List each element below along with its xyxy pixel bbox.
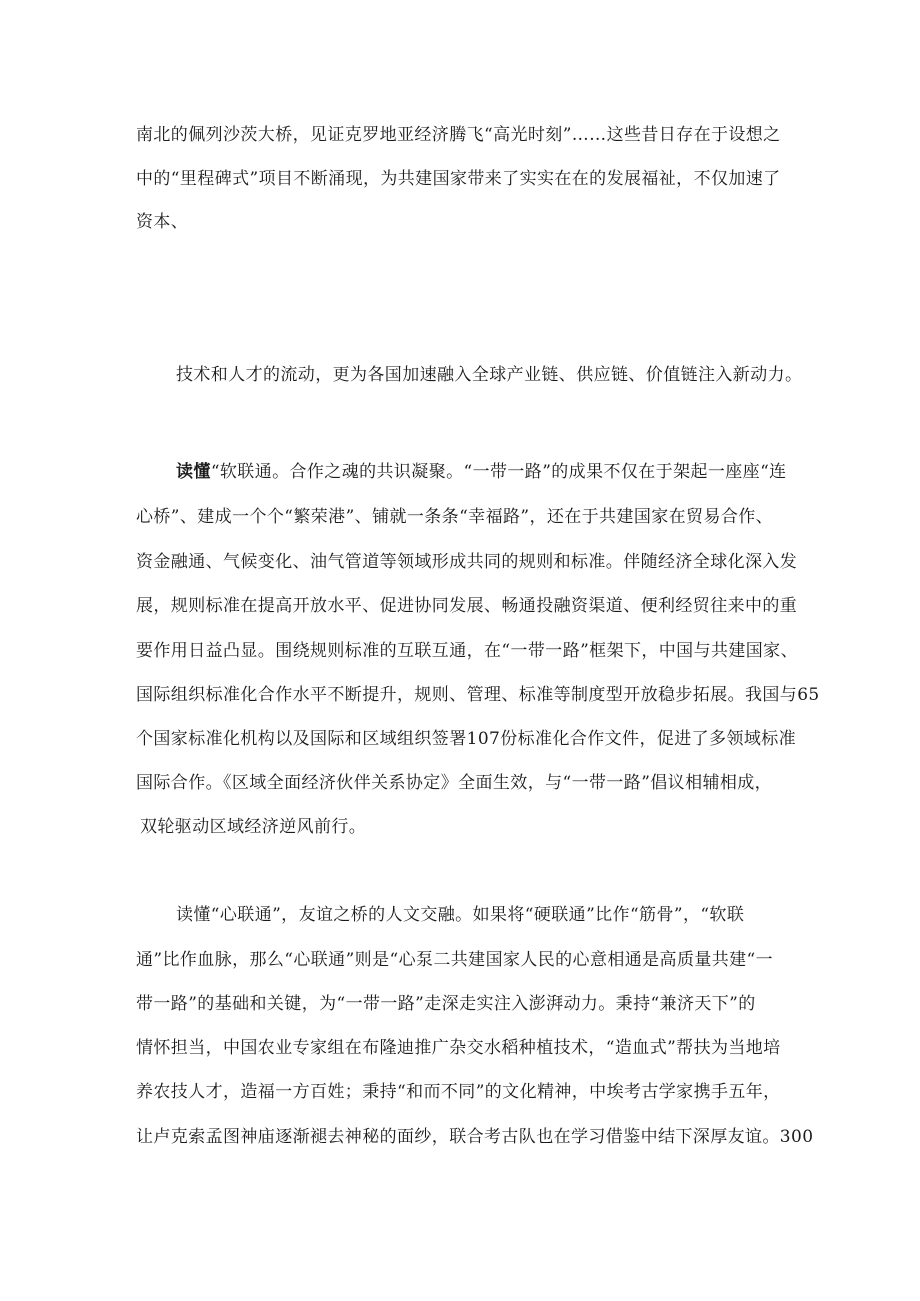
text-line: 要作用日益凸显。围绕规则标准的互联互通，在“一带一路”框架下，中国与共建国家、 [136,641,798,661]
text-line: 展，规则标准在提高开放水平、促进协同发展、畅通投融资渠道、便利经贸往来中的重 [136,596,798,616]
text-line: 资金融通、气候变化、油气管道等领域形成共同的规则和标准。伴随经济全球化深入发 [136,552,798,572]
text-line: 资本、 [136,212,189,232]
paragraph-first-line [176,461,787,483]
text-line: 带一路”的基础和关键，为“一带一路”走深走实注入澎湃动力。秉持“兼济天下”的 [136,994,756,1014]
bold-lead: 读懂 [176,462,211,482]
text-line: 读懂“心联通”，友谊之桥的人文交融。如果将“硬联通”比作“筋骨”，“软联 [176,905,745,925]
text-line: 南北的佩列沙茨大桥，见证克罗地亚经济腾飞“高光时刻”……这些昔日存在于设想之 [136,125,781,145]
text-line: 中的“里程碑式”项目不断涌现，为共建国家带来了实实在在的发展福祉，不仅加速了 [136,169,781,189]
text-line: 情怀担当，中国农业专家组在布隆迪推广杂交水稻种植技术，“造血式”帮扶为当地培 [136,1038,781,1058]
text-line: 个国家标准化机构以及国际和区域组织签署107份标准化合作文件，促进了多领域标准 [136,729,797,749]
text-line: “软联通。合作之魂的共识凝聚。“一带一路”的成果不仅在于架起一座座“连 [210,462,787,482]
text-line: 通”比作血脉，那么“心联通”则是“心泵二共建国家人民的心意相通是高质量共建“一 [136,950,774,970]
text-line: 国际组织标准化合作水平不断提升，规则、管理、标准等制度型开放稳步拓展。我国与65 [136,685,820,705]
text-line: 让卢克索孟图神庙逐渐褪去神秘的面纱，联合考古队也在学习借鉴中结下深厚友谊。300 [136,1127,814,1147]
text-line: 国际合作。《区域全面经济伙伴关系协定》全面生效，与“一带一路”倡议相辅相成， [136,773,773,793]
text-line: 双轮驱动区域经济逆风前行。 [140,817,367,837]
text-line: 技术和人才的流动，更为各国加速融入全球产业链、供应链、价值链注入新动力。 [176,365,803,385]
text-line: 养农技人才，造福一方百姓；秉持“和而不同”的文化精神，中埃考古学家携手五年， [136,1082,781,1102]
text-line: 心桥”、建成一个个“繁荣港”、铺就一条条“幸福路”，还在于共建国家在贸易合作、 [136,507,774,527]
